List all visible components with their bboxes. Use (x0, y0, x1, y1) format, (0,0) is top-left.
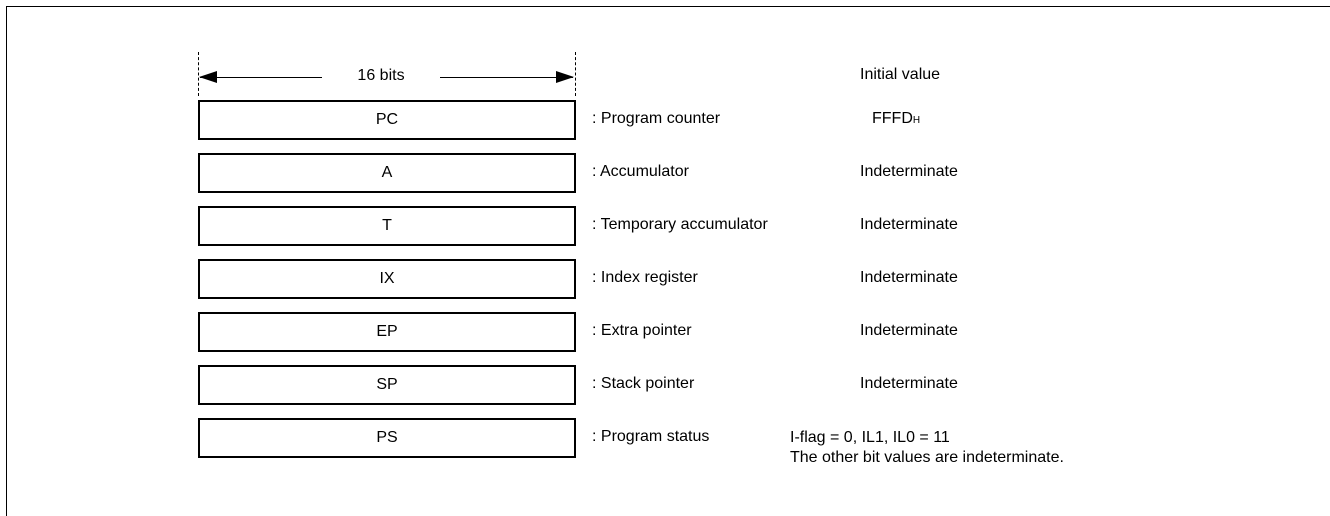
bit-width-indicator (198, 52, 576, 102)
register-initial-value (872, 110, 920, 128)
register-box: PC (198, 100, 576, 140)
register-box: SP (198, 365, 576, 405)
register-box: EP (198, 312, 576, 352)
arrow-line-right (440, 77, 573, 78)
register-row-pc (198, 100, 1318, 140)
register-description: : Extra pointer (592, 322, 692, 339)
register-row-ps (198, 418, 1318, 466)
initial-value-line-1: I-flag = 0, IL1, IL0 = 11 (790, 429, 950, 446)
bit-width-label: 16 bits (357, 67, 405, 84)
right-boundary-tick (575, 52, 576, 96)
register-row-ix (198, 259, 1318, 299)
register-initial-value: Indeterminate (860, 216, 958, 233)
register-description: : Program status (592, 428, 710, 445)
arrow-line-left (200, 77, 322, 78)
register-row-a (198, 153, 1318, 193)
register-description: : Index register (592, 269, 698, 286)
initial-value-main: FFFD (872, 110, 913, 127)
register-box: T (198, 206, 576, 246)
initial-value-line-2: The other bit values are indeterminate. (790, 449, 1064, 466)
register-row-ep (198, 312, 1318, 352)
register-initial-value (790, 428, 1064, 468)
register-initial-value: Indeterminate (860, 269, 958, 286)
register-row-sp (198, 365, 1318, 405)
register-box: A (198, 153, 576, 193)
register-initial-value: Indeterminate (860, 375, 958, 392)
register-description: : Temporary accumulator (592, 216, 768, 233)
register-row-t (198, 206, 1318, 246)
register-description: : Accumulator (592, 163, 689, 180)
arrowhead-right-icon (556, 71, 574, 83)
register-box: IX (198, 259, 576, 299)
register-description: : Program counter (592, 110, 721, 127)
register-description: : Stack pointer (592, 375, 695, 392)
hex-suffix: H (912, 115, 921, 126)
register-box: PS (198, 418, 576, 458)
arrowhead-left-icon (199, 71, 217, 83)
register-initial-value: Indeterminate (860, 322, 958, 339)
initial-value-header: Initial value (860, 66, 941, 83)
register-initial-value: Indeterminate (860, 163, 958, 180)
